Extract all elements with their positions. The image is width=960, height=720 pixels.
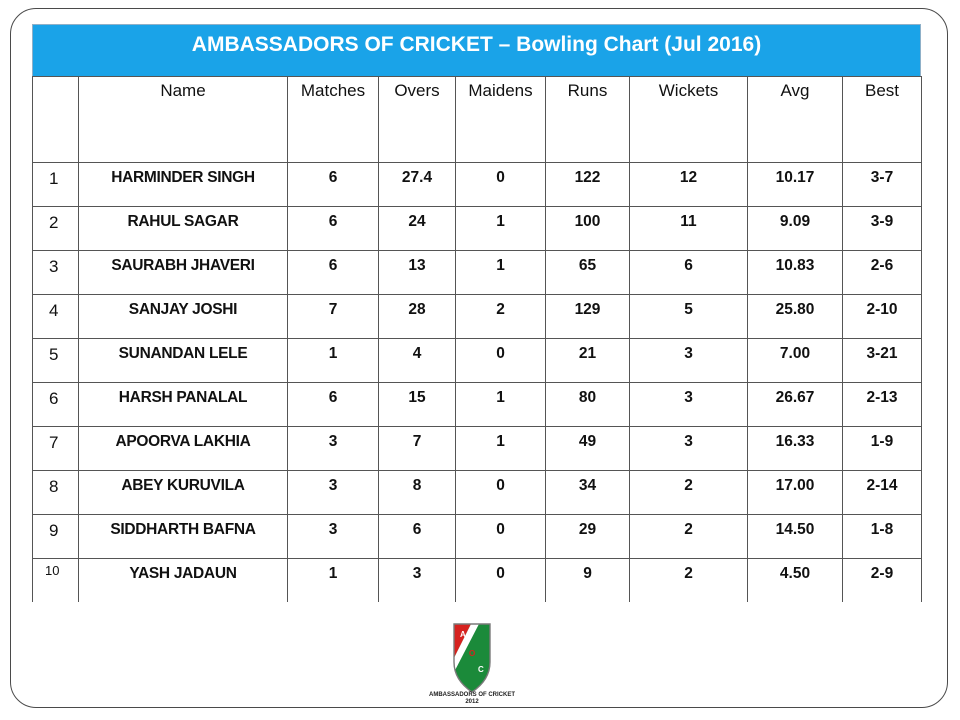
wickets-cell: 3	[630, 427, 748, 471]
best-cell: 2-14	[843, 471, 922, 515]
runs-cell: 34	[546, 471, 630, 515]
table-row	[33, 163, 922, 207]
avg-cell: 26.67	[748, 383, 843, 427]
runs-cell: 80	[546, 383, 630, 427]
matches-cell: 6	[288, 383, 379, 427]
player-name: SAURABH JHAVERI	[79, 251, 288, 295]
column-header-best: Best	[843, 77, 922, 163]
avg-cell: 10.83	[748, 251, 843, 295]
best-cell: 1-9	[843, 427, 922, 471]
overs-cell: 24	[379, 207, 456, 251]
player-name: HARMINDER SINGH	[79, 163, 288, 207]
column-header-overs: Overs	[379, 77, 456, 163]
matches-cell: 6	[288, 163, 379, 207]
wickets-cell: 2	[630, 471, 748, 515]
table-row	[33, 339, 922, 383]
matches-cell: 3	[288, 515, 379, 559]
avg-cell: 9.09	[748, 207, 843, 251]
column-header-index	[33, 77, 79, 163]
row-index: 5	[33, 339, 79, 383]
table-row	[33, 471, 922, 515]
player-name: RAHUL SAGAR	[79, 207, 288, 251]
overs-cell: 4	[379, 339, 456, 383]
column-header-wickets: Wickets	[630, 77, 748, 163]
runs-cell: 21	[546, 339, 630, 383]
maidens-cell: 0	[456, 471, 546, 515]
row-index: 9	[33, 515, 79, 559]
best-cell: 3-9	[843, 207, 922, 251]
matches-cell: 7	[288, 295, 379, 339]
runs-cell: 129	[546, 295, 630, 339]
overs-cell: 28	[379, 295, 456, 339]
row-index: 2	[33, 207, 79, 251]
matches-cell: 6	[288, 251, 379, 295]
maidens-cell: 0	[456, 559, 546, 602]
avg-cell: 16.33	[748, 427, 843, 471]
player-name: HARSH PANALAL	[79, 383, 288, 427]
player-name: SIDDHARTH BAFNA	[79, 515, 288, 559]
runs-cell: 9	[546, 559, 630, 602]
row-index: 8	[33, 471, 79, 515]
table-row	[33, 295, 922, 339]
row-index: 1	[33, 163, 79, 207]
wickets-cell: 2	[630, 559, 748, 602]
chart-title: AMBASSADORS OF CRICKET – Bowling Chart (Jul 2016)	[32, 24, 921, 76]
column-header-name: Name	[79, 77, 288, 163]
table-row	[33, 427, 922, 471]
overs-cell: 8	[379, 471, 456, 515]
wickets-cell: 11	[630, 207, 748, 251]
maidens-cell: 0	[456, 163, 546, 207]
logo-caption	[420, 692, 524, 706]
maidens-cell: 0	[456, 515, 546, 559]
avg-cell: 25.80	[748, 295, 843, 339]
overs-cell: 6	[379, 515, 456, 559]
overs-cell: 15	[379, 383, 456, 427]
avg-cell: 14.50	[748, 515, 843, 559]
best-cell: 2-10	[843, 295, 922, 339]
best-cell: 3-7	[843, 163, 922, 207]
overs-cell: 7	[379, 427, 456, 471]
player-name: SUNANDAN LELE	[79, 339, 288, 383]
wickets-cell: 5	[630, 295, 748, 339]
runs-cell: 100	[546, 207, 630, 251]
wickets-cell: 3	[630, 383, 748, 427]
player-name: ABEY KURUVILA	[79, 471, 288, 515]
row-index: 6	[33, 383, 79, 427]
maidens-cell: 2	[456, 295, 546, 339]
best-cell: 2-6	[843, 251, 922, 295]
table-row	[33, 559, 922, 602]
matches-cell: 1	[288, 559, 379, 602]
column-header-matches: Matches	[288, 77, 379, 163]
runs-cell: 122	[546, 163, 630, 207]
column-header-avg: Avg	[748, 77, 843, 163]
row-index: 10	[33, 559, 79, 602]
best-cell: 1-8	[843, 515, 922, 559]
wickets-cell: 6	[630, 251, 748, 295]
matches-cell: 3	[288, 427, 379, 471]
logo-caption-year: 2012	[465, 699, 479, 705]
bowling-chart	[32, 24, 921, 602]
crest-letter-o: O	[469, 649, 476, 658]
overs-cell: 27.4	[379, 163, 456, 207]
avg-cell: 10.17	[748, 163, 843, 207]
runs-cell: 49	[546, 427, 630, 471]
avg-cell: 17.00	[748, 471, 843, 515]
bowling-table	[32, 76, 922, 602]
wickets-cell: 12	[630, 163, 748, 207]
maidens-cell: 0	[456, 339, 546, 383]
column-header-maidens: Maidens	[456, 77, 546, 163]
table-body	[33, 163, 922, 602]
row-index: 3	[33, 251, 79, 295]
row-index: 7	[33, 427, 79, 471]
matches-cell: 1	[288, 339, 379, 383]
overs-cell: 3	[379, 559, 456, 602]
table-row	[33, 383, 922, 427]
best-cell: 3-21	[843, 339, 922, 383]
player-name: SANJAY JOSHI	[79, 295, 288, 339]
maidens-cell: 1	[456, 427, 546, 471]
wickets-cell: 2	[630, 515, 748, 559]
logo-caption-name: AMBASSADORS OF CRICKET	[428, 692, 515, 698]
column-header-runs: Runs	[546, 77, 630, 163]
shield-crest-icon	[420, 622, 524, 694]
avg-cell: 4.50	[748, 559, 843, 602]
table-row	[33, 251, 922, 295]
maidens-cell: 1	[456, 383, 546, 427]
crest-letter-c: C	[478, 665, 484, 674]
player-name: YASH JADAUN	[79, 559, 288, 602]
avg-cell: 7.00	[748, 339, 843, 383]
wickets-cell: 3	[630, 339, 748, 383]
header-row	[33, 77, 922, 163]
row-index: 4	[33, 295, 79, 339]
player-name: APOORVA LAKHIA	[79, 427, 288, 471]
matches-cell: 6	[288, 207, 379, 251]
runs-cell: 65	[546, 251, 630, 295]
matches-cell: 3	[288, 471, 379, 515]
best-cell: 2-9	[843, 559, 922, 602]
maidens-cell: 1	[456, 207, 546, 251]
table-row	[33, 515, 922, 559]
runs-cell: 29	[546, 515, 630, 559]
overs-cell: 13	[379, 251, 456, 295]
table-row	[33, 207, 922, 251]
aoc-logo	[420, 622, 524, 706]
maidens-cell: 1	[456, 251, 546, 295]
crest-letter-a: A	[460, 630, 466, 639]
best-cell: 2-13	[843, 383, 922, 427]
